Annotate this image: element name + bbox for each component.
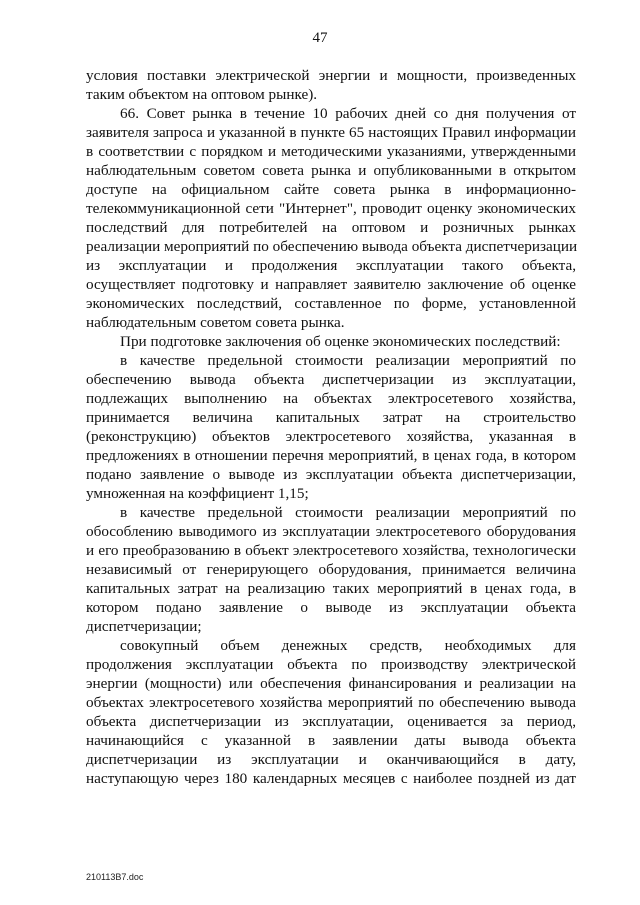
text-line: в качестве предельной стоимости реализации мероприятий по bbox=[120, 352, 576, 369]
text-line: диспетчеризации; bbox=[86, 618, 202, 635]
text-line: 66. Совет рынка в течение 10 рабочих дней со дня получения от bbox=[120, 105, 576, 122]
text-line: котором подано заявление о выводе из эксплуатации объекта bbox=[86, 599, 576, 616]
text-line: в качестве предельной стоимости реализации мероприятий по bbox=[120, 504, 576, 521]
text-line: наступающую через 180 календарных месяцев с наиболее поздней из дат bbox=[86, 770, 576, 787]
text-line: диспетчеризации из эксплуатации и оканчивающийся в дату, bbox=[86, 751, 576, 768]
text-line: экономических последствий, составленное по форме, установленной bbox=[86, 295, 576, 312]
text-line: телекоммуникационной сети "Интернет", проводит оценку экономических bbox=[86, 200, 576, 217]
text-line: осуществляет подготовку и направляет заявителю заключение об оценке bbox=[86, 276, 576, 293]
text-line: в соответствии с порядком и методическими указаниями, утвержденными bbox=[86, 143, 576, 160]
text-line: (реконструкцию) объектов электросетевого хозяйства, указанная в bbox=[86, 428, 576, 445]
text-line: наблюдательным советом совета рынка. bbox=[86, 314, 345, 331]
text-line: независимый от генерирующего оборудования, принимается величина bbox=[86, 561, 576, 578]
text-line: энергии (мощности) или обеспечения финансирования и реализации на bbox=[86, 675, 576, 692]
page-number: 47 bbox=[312, 30, 328, 46]
text-line: принимается величина капитальных затрат на строительство bbox=[86, 409, 576, 426]
text-line: капитальных затрат на реализацию таких мероприятий в ценах года, в bbox=[86, 580, 576, 597]
text-line: последствий для потребителей на оптовом и розничных рынках bbox=[86, 219, 576, 236]
text-line: предложениях в отношении перечня мероприятий, в ценах года, в котором bbox=[86, 447, 576, 464]
text-line: начинающийся с указанной в заявлении даты вывода объекта bbox=[86, 732, 576, 749]
text-line: наблюдательным советом совета рынка и опубликованными в открытом bbox=[86, 162, 576, 179]
text-line: При подготовке заключения об оценке экономических последствий: bbox=[120, 333, 561, 350]
text-line: обеспечению вывода объекта диспетчеризации из эксплуатации, bbox=[86, 371, 576, 388]
text-line: подлежащих выполнению на объектах электросетевого хозяйства, bbox=[86, 390, 576, 407]
text-line: и его преобразованию в объект электросетевого хозяйства, технологически bbox=[86, 542, 576, 559]
text-line: совокупный объем денежных средств, необходимых для bbox=[120, 637, 576, 654]
text-line: продолжения эксплуатации объекта по производству электрической bbox=[86, 656, 576, 673]
text-line: умноженная на коэффициент 1,15; bbox=[86, 485, 309, 502]
footer-filename: 210113B7.doc bbox=[86, 872, 144, 882]
text-line: таким объектом на оптовом рынке). bbox=[86, 86, 318, 103]
text-line: объекта диспетчеризации из эксплуатации, оценивается за период, bbox=[86, 713, 576, 730]
text-line: условия поставки электрической энергии и мощности, произведенных bbox=[86, 67, 576, 84]
text-line: обособлению выводимого из эксплуатации электросетевого оборудования bbox=[86, 523, 576, 540]
text-line: объектах электросетевого хозяйства мероприятий по обеспечению вывода bbox=[86, 694, 576, 711]
text-line: заявителя запроса и указанной в пункте 65 настоящих Правил информации bbox=[86, 124, 576, 141]
text-line: из эксплуатации и продолжения эксплуатации такого объекта, bbox=[86, 257, 576, 274]
text-line: доступе на официальном сайте совета рынка в информационно- bbox=[86, 181, 576, 198]
document-body bbox=[86, 66, 576, 788]
text-line: реализации мероприятий по обеспечению вывода объекта диспетчеризации bbox=[86, 238, 578, 255]
text-line: подано заявление о выводе из эксплуатации объекта диспетчеризации, bbox=[86, 466, 576, 483]
